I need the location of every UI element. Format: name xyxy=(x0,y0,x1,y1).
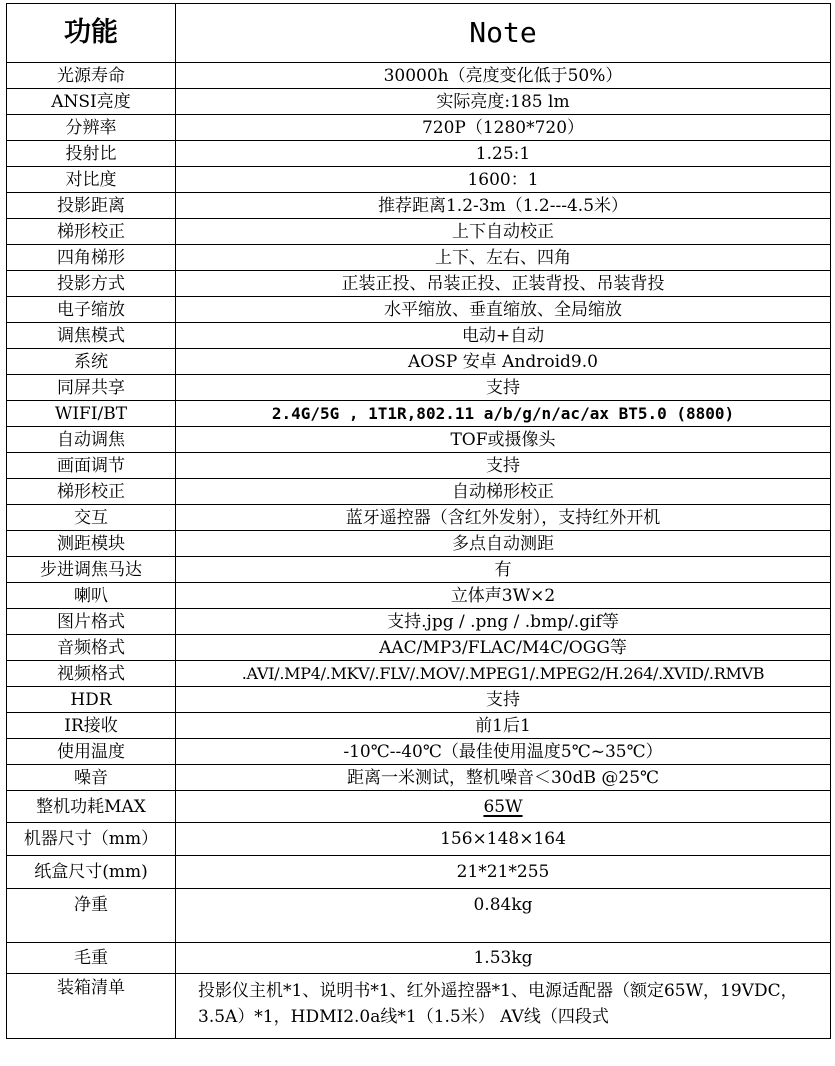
row-value: 前1后1 xyxy=(176,713,831,739)
row-label: 光源寿命 xyxy=(7,63,176,89)
row-label: 四角梯形 xyxy=(7,245,176,271)
table-row xyxy=(7,791,831,823)
row-value: AOSP 安卓 Android9.0 xyxy=(176,349,831,375)
row-label: 步进调焦马达 xyxy=(7,557,176,583)
row-label: 纸盒尺寸(mm) xyxy=(7,856,176,889)
table-row xyxy=(7,661,831,687)
row-value: 有 xyxy=(176,557,831,583)
row-value: 0.84kg xyxy=(176,889,831,943)
row-value: 支持 xyxy=(176,453,831,479)
row-value xyxy=(176,791,831,823)
table-row xyxy=(7,245,831,271)
row-value: 实际亮度:185 lm xyxy=(176,89,831,115)
table-row xyxy=(7,889,831,943)
table-row xyxy=(7,427,831,453)
table-row xyxy=(7,974,831,1039)
row-label: 电子缩放 xyxy=(7,297,176,323)
power-value: 65W xyxy=(483,796,523,817)
row-label: 对比度 xyxy=(7,167,176,193)
row-value: TOF或摄像头 xyxy=(176,427,831,453)
row-value: 推荐距离1.2-3m（1.2---4.5米） xyxy=(176,193,831,219)
row-value: 156×148×164 xyxy=(176,823,831,856)
row-value: 2.4G/5G , 1T1R,802.11 a/b/g/n/ac/ax BT5.0 (8800) xyxy=(176,401,831,427)
row-label: 交互 xyxy=(7,505,176,531)
row-label: 整机功耗MAX xyxy=(7,791,176,823)
row-label: 装箱清单 xyxy=(7,974,176,1039)
row-value: 1.25:1 xyxy=(176,141,831,167)
table-row xyxy=(7,739,831,765)
row-value: 720P（1280*720） xyxy=(176,115,831,141)
table-row xyxy=(7,531,831,557)
row-value: 1.53kg xyxy=(176,943,831,974)
row-label: 测距模块 xyxy=(7,531,176,557)
table-row xyxy=(7,713,831,739)
table-row xyxy=(7,323,831,349)
row-label: HDR xyxy=(7,687,176,713)
table-row xyxy=(7,271,831,297)
row-value: .AVI/.MP4/.MKV/.FLV/.MOV/.MPEG1/.MPEG2/H.264/.XVID/.RMVB xyxy=(176,661,831,687)
row-value: 支持 xyxy=(176,375,831,401)
row-value: 立体声3W×2 xyxy=(176,583,831,609)
row-value: 1600：1 xyxy=(176,167,831,193)
row-value: 21*21*255 xyxy=(176,856,831,889)
row-value: 蓝牙遥控器（含红外发射），支持红外开机 xyxy=(176,505,831,531)
row-value: AAC/MP3/FLAC/M4C/OGG等 xyxy=(176,635,831,661)
row-value: 支持.jpg / .png / .bmp/.gif等 xyxy=(176,609,831,635)
row-label: 毛重 xyxy=(7,943,176,974)
row-label: 噪音 xyxy=(7,765,176,791)
table-row xyxy=(7,375,831,401)
table-row xyxy=(7,479,831,505)
table-header-row xyxy=(7,4,831,63)
table-row xyxy=(7,609,831,635)
row-label: IR接收 xyxy=(7,713,176,739)
table-row xyxy=(7,765,831,791)
row-value: -10℃--40℃（最佳使用温度5℃~35℃） xyxy=(176,739,831,765)
row-label: 同屏共享 xyxy=(7,375,176,401)
row-label: 喇叭 xyxy=(7,583,176,609)
row-label: 音频格式 xyxy=(7,635,176,661)
row-value: 上下自动校正 xyxy=(176,219,831,245)
table-row xyxy=(7,823,831,856)
table-row xyxy=(7,943,831,974)
table-row xyxy=(7,141,831,167)
row-label: 投影距离 xyxy=(7,193,176,219)
table-row xyxy=(7,453,831,479)
row-label: 投射比 xyxy=(7,141,176,167)
table-row xyxy=(7,401,831,427)
row-value: 支持 xyxy=(176,687,831,713)
row-label: 图片格式 xyxy=(7,609,176,635)
table-row xyxy=(7,583,831,609)
spec-table xyxy=(6,3,831,1039)
table-row xyxy=(7,167,831,193)
table-row xyxy=(7,557,831,583)
row-label: 净重 xyxy=(7,889,176,943)
row-label: 机器尺寸（mm） xyxy=(7,823,176,856)
table-row xyxy=(7,219,831,245)
row-label: 使用温度 xyxy=(7,739,176,765)
row-value: 多点自动测距 xyxy=(176,531,831,557)
header-note: Note xyxy=(176,4,831,63)
row-label: 系统 xyxy=(7,349,176,375)
row-value: 电动+自动 xyxy=(176,323,831,349)
table-row xyxy=(7,193,831,219)
table-row xyxy=(7,856,831,889)
table-row xyxy=(7,297,831,323)
header-feature: 功能 xyxy=(7,4,176,63)
table-row xyxy=(7,89,831,115)
row-label: 视频格式 xyxy=(7,661,176,687)
table-row xyxy=(7,635,831,661)
row-label: ANSI亮度 xyxy=(7,89,176,115)
row-label: 分辨率 xyxy=(7,115,176,141)
table-row xyxy=(7,115,831,141)
row-value: 30000h（亮度变化低于50%） xyxy=(176,63,831,89)
row-label: 投影方式 xyxy=(7,271,176,297)
row-label: 梯形校正 xyxy=(7,219,176,245)
row-value: 距离一米测试，整机噪音＜30dB @25℃ xyxy=(176,765,831,791)
row-value: 上下、左右、四角 xyxy=(176,245,831,271)
row-label: 画面调节 xyxy=(7,453,176,479)
table-row xyxy=(7,687,831,713)
row-value: 正装正投、吊装正投、正装背投、吊装背投 xyxy=(176,271,831,297)
table-row xyxy=(7,505,831,531)
row-value: 水平缩放、垂直缩放、全局缩放 xyxy=(176,297,831,323)
row-label: 自动调焦 xyxy=(7,427,176,453)
table-row xyxy=(7,63,831,89)
row-label: 梯形校正 xyxy=(7,479,176,505)
row-label: WIFI/BT xyxy=(7,401,176,427)
table-row xyxy=(7,349,831,375)
row-value: 自动梯形校正 xyxy=(176,479,831,505)
row-label: 调焦模式 xyxy=(7,323,176,349)
row-value: 投影仪主机*1、说明书*1、红外遥控器*1、电源适配器（额定65W，19VDC，3.5A）*1，HDMI2.0a线*1（1.5米） AV线（四段式 xyxy=(176,974,831,1039)
